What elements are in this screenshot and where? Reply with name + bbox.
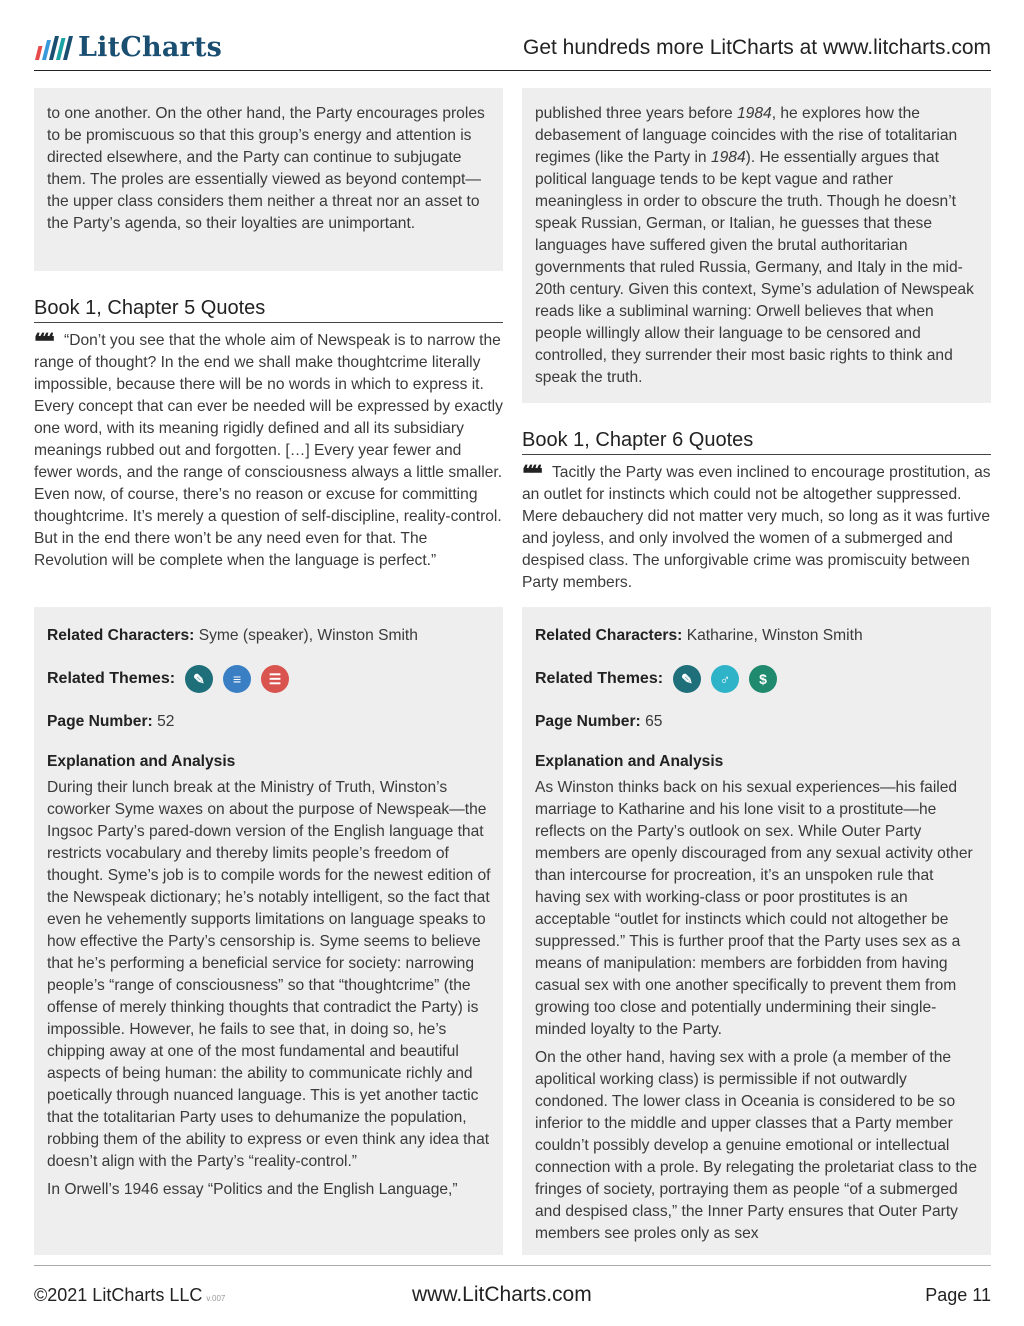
- language-icon[interactable]: ✎: [185, 665, 213, 693]
- sex-icon[interactable]: ♂: [711, 665, 739, 693]
- control-icon[interactable]: ≡: [223, 665, 251, 693]
- page-header: [34, 26, 991, 71]
- chapter-6-analysis-box: [522, 607, 991, 1255]
- chapter-6-quote: [522, 462, 991, 594]
- class-icon[interactable]: $: [749, 665, 777, 693]
- related-characters-value: Syme (speaker), Winston Smith: [198, 627, 418, 644]
- copyright-text: ©2021 LitCharts LLC: [34, 1285, 203, 1305]
- footer-site-link[interactable]: www.LitCharts.com: [412, 1283, 592, 1306]
- analysis-paragraph: On the other hand, having sex with a prole (a member of the apolitical working class) is permissible if not outwardly condoned. The lower class in Oceania is considered to be so inferior to the middle and upper classes that a Party member couldn’t possibly develop a genuine emotional or intellectual connection with a prole. By relegating the proletariat class to the fringes of society, portraying them as people “of a submerged and despised class,” the Inner Party ensures that Outer Party members see proles only as sex: [535, 1049, 978, 1242]
- related-themes-label: Related Themes:: [535, 670, 664, 687]
- analysis-paragraph: In Orwell’s 1946 essay “Politics and the English Language,”: [47, 1181, 458, 1198]
- related-characters: [47, 625, 491, 647]
- analysis-paragraph: As Winston thinks back on his sexual experiences—his failed marriage to Katharine and his lone visit to a prostitute—he reflects on the Party’s outlook on sex. While Outer Party members are openly discouraged from any sexual activity other than intercourse for procreation, it’s an unspoken rule that having sex with working-class or poor prostitutes is an acceptable “outlet for instincts which could not altogether be suppressed.” This is further proof that the Party uses sex as a means of manipulation: members are forbidden from having casual sex with one another specifically to prevent them from growing too close and potentially undermining their single-minded loyalty to the Party.: [535, 779, 973, 1038]
- intro-text-part: , he explores how the debasement of language coincides with the rise of totalitarian regimes (like the Party in: [535, 105, 958, 166]
- analysis-paragraph: During their lunch break at the Ministry of Truth, Winston’s coworker Syme waxes on about the purpose of Newspeak—the Ingsoc Party’s pared-down version of the English language that restricts vocabulary and thereby limits people’s freedom of thought. Syme’s job is to compile words for the newest edition of the Newspeak dictionary; he’s notably intelligent, so the fact that even he vehemently supports limitations on language speaks to how effective the Party’s censorship is. Syme seems to believe that he’s performing a beneficial service for society: narrowing people’s “range of consciousness” so that “thoughtcrime” (the offense of merely thinking thoughts that contradict the Party) is impossible. However, he fails to see that, in doing so, he’s chipping away at one of the most fundamental and beautiful aspects of being human: the ability to communicate richly and poetically through nuanced language. This is yet another tactic that the totalitarian Party uses to dehumanize the population, robbing them of the ability to express or even think any idea that doesn’t align with the Party’s “reality-control.”: [47, 779, 491, 1170]
- propaganda-icon[interactable]: ☰: [261, 665, 289, 693]
- logo-bar: [35, 46, 42, 60]
- related-characters-value: Katharine, Winston Smith: [686, 627, 863, 644]
- quote-icon: ❝❝: [522, 461, 540, 487]
- related-themes: [535, 665, 979, 693]
- chapter-5-analysis-box: [34, 607, 503, 1255]
- left-intro-text: to one another. On the other hand, the Party encourages proles to be promiscuous so that this group’s energy and attention is directed elsewhere, and the Party can continue to subjugate them. The proles are essentially viewed as beyond contempt—the upper class considers them neither a threat nor an asset to the Party’s agenda, so their loyalties are unimportant.: [47, 105, 485, 232]
- chapter-6-title: Book 1, Chapter 6 Quotes: [522, 429, 991, 455]
- logo-bars-icon: [35, 36, 73, 60]
- intro-text-part: published three years before: [535, 105, 737, 122]
- page-footer: [34, 1265, 991, 1316]
- book-title-italic: 1984: [736, 105, 772, 122]
- header-promo-link[interactable]: Get hundreds more LitCharts at www.litcharts.com: [522, 36, 991, 59]
- related-characters-label: Related Characters:: [47, 627, 195, 644]
- version-text: v.007: [206, 1294, 226, 1303]
- chapter-5-quote: [34, 330, 503, 572]
- page-number-value: 65: [645, 713, 663, 730]
- intro-text-part: ). He essentially argues that political language tends to be kept vague and rather meaningless in order to obscure the truth. Though he doesn’t speak Russian, German, or Italian, he guesses that these languages have suffered given the brutal authoritarian governments that ruled Russia, Germany, and Italy in the mid-20th century. Given this context, Syme’s adulation of Newspeak reads like a subliminal warning: Orwell believes that when people willingly allow their language to be censored and controlled, they surrender their most basic rights to think and speak the truth.: [535, 149, 974, 386]
- related-characters: [535, 625, 979, 647]
- language-icon[interactable]: ✎: [673, 665, 701, 693]
- book-title-italic: 1984: [710, 149, 746, 166]
- footer-copyright: [34, 1285, 225, 1306]
- left-intro-box: [34, 88, 503, 271]
- explanation-title: Explanation and Analysis: [47, 753, 236, 770]
- page-number-value: 52: [157, 713, 175, 730]
- related-themes-label: Related Themes:: [47, 670, 176, 687]
- related-characters-label: Related Characters:: [535, 627, 683, 644]
- chapter-5-quote-text: “Don’t you see that the whole aim of Newspeak is to narrow the range of thought? In the end we shall make thoughtcrime literally impossible, because there will be no words in which to express it. Every concept that can ever be needed will be expressed by exactly one word, with its meaning rigidly defined and all its subsidiary meanings rubbed out and forgotten. […] Every year fewer and fewer words, and the range of consciousness always a little smaller. Even now, of course, there’s no reason or excuse for committing thoughtcrime. It’s merely a question of self-discipline, reality-control. But in the end there won’t be any need even for that. The Revolution will be complete when the language is perfect.”: [34, 332, 503, 569]
- explanation-title: Explanation and Analysis: [535, 753, 724, 770]
- page-number: [535, 711, 979, 733]
- right-intro-box: [522, 88, 991, 403]
- right-intro-text: [535, 103, 979, 389]
- logo-text: LitCharts: [78, 32, 223, 63]
- chapter-6-quote-text: Tacitly the Party was even inclined to encourage prostitution, as an outlet for instincts which could not be altogether suppressed. Mere debauchery did not matter very much, so long as it was furtive and joyless, and only involved the women of a submerged and despised class. The unforgivable crime was promiscuity between Party members.: [522, 464, 991, 591]
- footer-page-number: Page 11: [925, 1285, 991, 1305]
- related-themes: [47, 665, 491, 693]
- chapter-5-title: Book 1, Chapter 5 Quotes: [34, 297, 503, 323]
- page-number-label: Page Number:: [47, 713, 153, 730]
- page-number-label: Page Number:: [535, 713, 641, 730]
- litcharts-logo[interactable]: [38, 32, 222, 63]
- page-number: [47, 711, 491, 733]
- quote-icon: ❝❝: [34, 329, 52, 355]
